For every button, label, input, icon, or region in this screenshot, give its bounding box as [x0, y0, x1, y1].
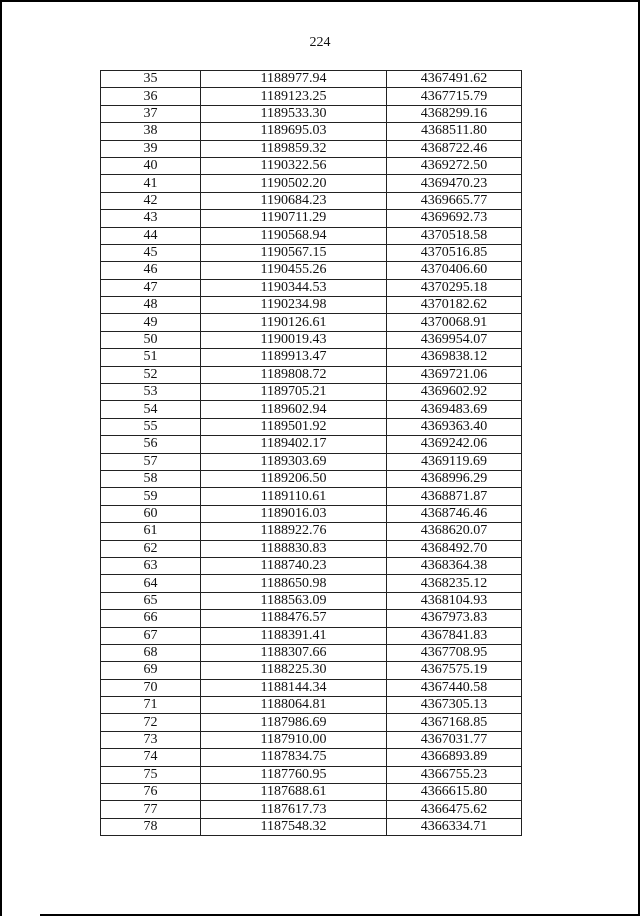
- point-number-cell: 50: [101, 331, 201, 348]
- table-row: [101, 714, 522, 731]
- point-number-cell: 37: [101, 105, 201, 122]
- x-coordinate-cell: 1187688.61: [201, 784, 387, 801]
- table-row: [101, 627, 522, 644]
- point-number-cell: 39: [101, 140, 201, 157]
- table-row: [101, 488, 522, 505]
- y-coordinate-cell: 4368364.38: [387, 557, 522, 574]
- point-number-cell: 51: [101, 349, 201, 366]
- table-row: [101, 88, 522, 105]
- y-coordinate-cell: 4369665.77: [387, 192, 522, 209]
- table-row: [101, 157, 522, 174]
- table-row: [101, 540, 522, 557]
- y-coordinate-cell: 4368746.46: [387, 505, 522, 522]
- point-number-cell: 78: [101, 818, 201, 835]
- y-coordinate-cell: 4370516.85: [387, 244, 522, 261]
- x-coordinate-cell: 1187617.73: [201, 801, 387, 818]
- x-coordinate-cell: 1187986.69: [201, 714, 387, 731]
- y-coordinate-cell: 4367031.77: [387, 731, 522, 748]
- point-number-cell: 70: [101, 679, 201, 696]
- page-number: 224: [309, 35, 331, 50]
- x-coordinate-cell: 1189859.32: [201, 140, 387, 157]
- y-coordinate-cell: 4368235.12: [387, 575, 522, 592]
- x-coordinate-cell: 1187760.95: [201, 766, 387, 783]
- point-number-cell: 74: [101, 749, 201, 766]
- table-row: [101, 297, 522, 314]
- point-number-cell: 75: [101, 766, 201, 783]
- point-number-cell: 41: [101, 175, 201, 192]
- x-coordinate-cell: 1187548.32: [201, 818, 387, 835]
- point-number-cell: 77: [101, 801, 201, 818]
- x-coordinate-cell: 1188476.57: [201, 610, 387, 627]
- x-coordinate-cell: 1190711.29: [201, 210, 387, 227]
- x-coordinate-cell: 1189808.72: [201, 366, 387, 383]
- point-number-cell: 47: [101, 279, 201, 296]
- table-row: [101, 192, 522, 209]
- y-coordinate-cell: 4369470.23: [387, 175, 522, 192]
- table-row: [101, 523, 522, 540]
- table-row: [101, 366, 522, 383]
- table-row: [101, 71, 522, 88]
- table-row: [101, 279, 522, 296]
- table-row: [101, 123, 522, 140]
- table-row: [101, 453, 522, 470]
- y-coordinate-cell: 4369242.06: [387, 436, 522, 453]
- x-coordinate-cell: 1189016.03: [201, 505, 387, 522]
- point-number-cell: 49: [101, 314, 201, 331]
- table-row: [101, 331, 522, 348]
- x-coordinate-cell: 1189913.47: [201, 349, 387, 366]
- point-number-cell: 67: [101, 627, 201, 644]
- point-number-cell: 62: [101, 540, 201, 557]
- table-row: [101, 210, 522, 227]
- x-coordinate-cell: 1188830.83: [201, 540, 387, 557]
- y-coordinate-cell: 4366755.23: [387, 766, 522, 783]
- x-coordinate-cell: 1190684.23: [201, 192, 387, 209]
- table-row: [101, 679, 522, 696]
- x-coordinate-cell: 1190567.15: [201, 244, 387, 261]
- y-coordinate-cell: 4370518.58: [387, 227, 522, 244]
- table-row: [101, 349, 522, 366]
- page-border-left: [0, 0, 2, 916]
- point-number-cell: 45: [101, 244, 201, 261]
- y-coordinate-cell: 4369954.07: [387, 331, 522, 348]
- y-coordinate-cell: 4367841.83: [387, 627, 522, 644]
- table-row: [101, 784, 522, 801]
- table-row: [101, 262, 522, 279]
- point-number-cell: 53: [101, 384, 201, 401]
- point-number-cell: 56: [101, 436, 201, 453]
- point-number-cell: 40: [101, 157, 201, 174]
- table-row: [101, 105, 522, 122]
- point-number-cell: 61: [101, 523, 201, 540]
- table-row: [101, 384, 522, 401]
- y-coordinate-cell: 4370295.18: [387, 279, 522, 296]
- y-coordinate-cell: 4370068.91: [387, 314, 522, 331]
- x-coordinate-cell: 1190455.26: [201, 262, 387, 279]
- x-coordinate-cell: 1188225.30: [201, 662, 387, 679]
- x-coordinate-cell: 1188391.41: [201, 627, 387, 644]
- x-coordinate-cell: 1189402.17: [201, 436, 387, 453]
- y-coordinate-cell: 4367491.62: [387, 71, 522, 88]
- x-coordinate-cell: 1190322.56: [201, 157, 387, 174]
- x-coordinate-cell: 1188307.66: [201, 644, 387, 661]
- x-coordinate-cell: 1187834.75: [201, 749, 387, 766]
- point-number-cell: 76: [101, 784, 201, 801]
- point-number-cell: 60: [101, 505, 201, 522]
- x-coordinate-cell: 1190234.98: [201, 297, 387, 314]
- point-number-cell: 57: [101, 453, 201, 470]
- x-coordinate-cell: 1190019.43: [201, 331, 387, 348]
- x-coordinate-cell: 1188650.98: [201, 575, 387, 592]
- y-coordinate-cell: 4369119.69: [387, 453, 522, 470]
- y-coordinate-cell: 4367973.83: [387, 610, 522, 627]
- y-coordinate-cell: 4368620.07: [387, 523, 522, 540]
- y-coordinate-cell: 4368492.70: [387, 540, 522, 557]
- point-number-cell: 59: [101, 488, 201, 505]
- point-number-cell: 54: [101, 401, 201, 418]
- x-coordinate-cell: 1188064.81: [201, 697, 387, 714]
- x-coordinate-cell: 1189602.94: [201, 401, 387, 418]
- y-coordinate-cell: 4367168.85: [387, 714, 522, 731]
- table-row: [101, 505, 522, 522]
- point-number-cell: 44: [101, 227, 201, 244]
- x-coordinate-cell: 1189206.50: [201, 470, 387, 487]
- table-row: [101, 244, 522, 261]
- y-coordinate-cell: 4366615.80: [387, 784, 522, 801]
- page-border-top: [0, 0, 640, 2]
- point-number-cell: 63: [101, 557, 201, 574]
- table-row: [101, 662, 522, 679]
- x-coordinate-cell: 1188740.23: [201, 557, 387, 574]
- y-coordinate-cell: 4369483.69: [387, 401, 522, 418]
- table-row: [101, 818, 522, 835]
- table-row: [101, 697, 522, 714]
- table-row: [101, 470, 522, 487]
- y-coordinate-cell: 4368104.93: [387, 592, 522, 609]
- y-coordinate-cell: 4369272.50: [387, 157, 522, 174]
- y-coordinate-cell: 4368299.16: [387, 105, 522, 122]
- x-coordinate-cell: 1188563.09: [201, 592, 387, 609]
- point-number-cell: 55: [101, 418, 201, 435]
- point-number-cell: 36: [101, 88, 201, 105]
- coordinates-table-body: [101, 71, 522, 836]
- x-coordinate-cell: 1190126.61: [201, 314, 387, 331]
- table-row: [101, 749, 522, 766]
- point-number-cell: 43: [101, 210, 201, 227]
- y-coordinate-cell: 4367440.58: [387, 679, 522, 696]
- y-coordinate-cell: 4368511.80: [387, 123, 522, 140]
- point-number-cell: 48: [101, 297, 201, 314]
- x-coordinate-cell: 1189705.21: [201, 384, 387, 401]
- table-row: [101, 610, 522, 627]
- x-coordinate-cell: 1189501.92: [201, 418, 387, 435]
- x-coordinate-cell: 1190502.20: [201, 175, 387, 192]
- table-row: [101, 801, 522, 818]
- point-number-cell: 73: [101, 731, 201, 748]
- table-row: [101, 731, 522, 748]
- y-coordinate-cell: 4366334.71: [387, 818, 522, 835]
- y-coordinate-cell: 4370182.62: [387, 297, 522, 314]
- y-coordinate-cell: 4369692.73: [387, 210, 522, 227]
- table-row: [101, 227, 522, 244]
- y-coordinate-cell: 4370406.60: [387, 262, 522, 279]
- y-coordinate-cell: 4369838.12: [387, 349, 522, 366]
- point-number-cell: 42: [101, 192, 201, 209]
- x-coordinate-cell: 1190568.94: [201, 227, 387, 244]
- y-coordinate-cell: 4369721.06: [387, 366, 522, 383]
- x-coordinate-cell: 1188144.34: [201, 679, 387, 696]
- x-coordinate-cell: 1188977.94: [201, 71, 387, 88]
- table-row: [101, 314, 522, 331]
- table-row: [101, 418, 522, 435]
- point-number-cell: 58: [101, 470, 201, 487]
- x-coordinate-cell: 1189695.03: [201, 123, 387, 140]
- point-number-cell: 65: [101, 592, 201, 609]
- point-number-cell: 71: [101, 697, 201, 714]
- point-number-cell: 72: [101, 714, 201, 731]
- x-coordinate-cell: 1188922.76: [201, 523, 387, 540]
- point-number-cell: 35: [101, 71, 201, 88]
- x-coordinate-cell: 1189110.61: [201, 488, 387, 505]
- y-coordinate-cell: 4367575.19: [387, 662, 522, 679]
- y-coordinate-cell: 4366893.89: [387, 749, 522, 766]
- point-number-cell: 46: [101, 262, 201, 279]
- y-coordinate-cell: 4369363.40: [387, 418, 522, 435]
- coordinates-table: [100, 70, 522, 836]
- point-number-cell: 69: [101, 662, 201, 679]
- table-row: [101, 644, 522, 661]
- point-number-cell: 38: [101, 123, 201, 140]
- point-number-cell: 52: [101, 366, 201, 383]
- x-coordinate-cell: 1189303.69: [201, 453, 387, 470]
- x-coordinate-cell: 1189123.25: [201, 88, 387, 105]
- table-row: [101, 557, 522, 574]
- y-coordinate-cell: 4366475.62: [387, 801, 522, 818]
- y-coordinate-cell: 4367715.79: [387, 88, 522, 105]
- table-row: [101, 401, 522, 418]
- x-coordinate-cell: 1190344.53: [201, 279, 387, 296]
- table-row: [101, 175, 522, 192]
- table-row: [101, 140, 522, 157]
- x-coordinate-cell: 1189533.30: [201, 105, 387, 122]
- table-row: [101, 592, 522, 609]
- table-row: [101, 436, 522, 453]
- point-number-cell: 66: [101, 610, 201, 627]
- table-row: [101, 575, 522, 592]
- y-coordinate-cell: 4368722.46: [387, 140, 522, 157]
- y-coordinate-cell: 4369602.92: [387, 384, 522, 401]
- point-number-cell: 68: [101, 644, 201, 661]
- table-row: [101, 766, 522, 783]
- y-coordinate-cell: 4367708.95: [387, 644, 522, 661]
- x-coordinate-cell: 1187910.00: [201, 731, 387, 748]
- point-number-cell: 64: [101, 575, 201, 592]
- y-coordinate-cell: 4367305.13: [387, 697, 522, 714]
- y-coordinate-cell: 4368871.87: [387, 488, 522, 505]
- y-coordinate-cell: 4368996.29: [387, 470, 522, 487]
